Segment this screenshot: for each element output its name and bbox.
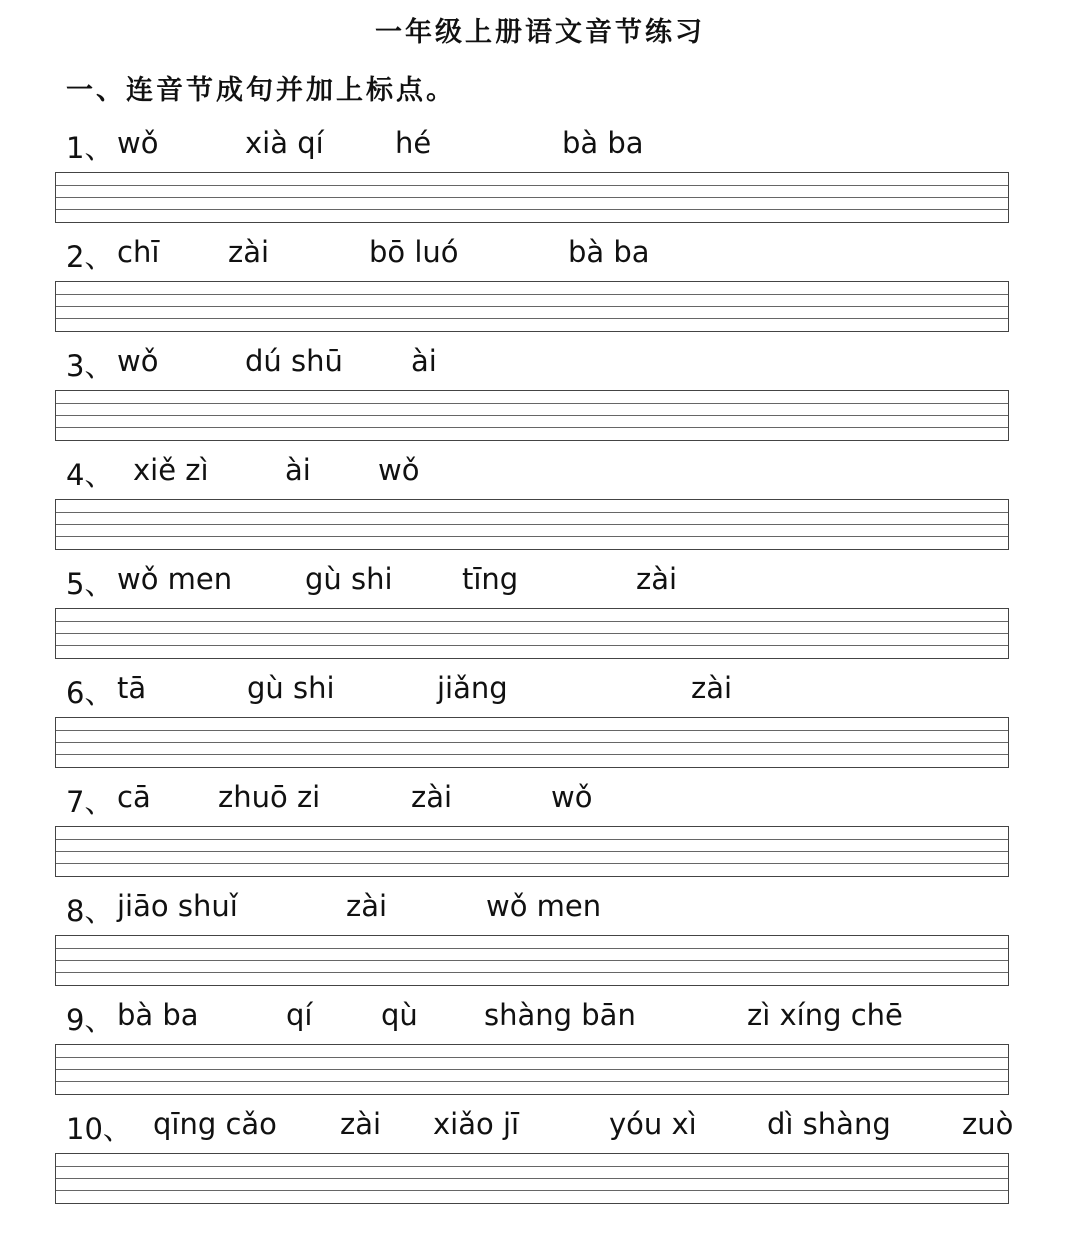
pinyin-word: zài: [691, 671, 733, 705]
grid-line: [56, 306, 1008, 307]
item-number: 7、: [66, 785, 114, 819]
item-number: 8、: [66, 894, 114, 928]
writing-grid[interactable]: [55, 826, 1009, 877]
writing-grid[interactable]: [55, 1044, 1009, 1095]
item-number: 5、: [66, 567, 114, 601]
pinyin-word: dì shàng: [767, 1107, 891, 1141]
pinyin-word: qù: [381, 998, 418, 1032]
writing-grid[interactable]: [55, 390, 1009, 441]
pinyin-word: zuò: [962, 1107, 1014, 1141]
grid-line: [56, 294, 1008, 295]
grid-line: [56, 633, 1008, 634]
pinyin-word: zhuō zi: [218, 780, 321, 814]
grid-line: [56, 427, 1008, 428]
pinyin-word: ài: [285, 453, 311, 487]
item-number: 1、: [66, 131, 114, 165]
pinyin-word: qí: [286, 998, 313, 1032]
section-heading: 一、连音节成句并加上标点。: [66, 75, 456, 106]
pinyin-word: wǒ men: [486, 889, 602, 923]
grid-line: [56, 415, 1008, 416]
grid-line: [56, 197, 1008, 198]
item-number: 2、: [66, 240, 114, 274]
grid-line: [56, 524, 1008, 525]
pinyin-word: jiāo shuǐ: [117, 889, 238, 923]
grid-line: [56, 742, 1008, 743]
grid-line: [56, 185, 1008, 186]
pinyin-word: zài: [411, 780, 453, 814]
grid-line: [56, 1166, 1008, 1167]
pinyin-word: hé: [395, 126, 432, 160]
exercise-item: [0, 889, 1080, 998]
pinyin-word: tā: [117, 671, 147, 705]
grid-line: [56, 1178, 1008, 1179]
pinyin-word: zài: [346, 889, 388, 923]
item-number: 9、: [66, 1003, 114, 1037]
pinyin-word: shàng bān: [484, 998, 636, 1032]
grid-line: [56, 318, 1008, 319]
exercise-item: [0, 126, 1080, 235]
item-number: 4、: [66, 458, 114, 492]
pinyin-word: gù shi: [305, 562, 393, 596]
pinyin-word: wǒ: [551, 780, 593, 814]
item-number: 6、: [66, 676, 114, 710]
writing-grid[interactable]: [55, 935, 1009, 986]
pinyin-word: tīng: [462, 562, 519, 596]
pinyin-word: chī: [117, 235, 160, 269]
grid-line: [56, 645, 1008, 646]
pinyin-word: xiě zì: [133, 453, 209, 487]
exercise-item: [0, 1107, 1080, 1216]
grid-line: [56, 839, 1008, 840]
pinyin-word: zì xíng chē: [747, 998, 903, 1032]
pinyin-word: bà ba: [568, 235, 650, 269]
pinyin-word: zài: [228, 235, 270, 269]
pinyin-word: wǒ: [117, 126, 159, 160]
pinyin-word: ài: [411, 344, 437, 378]
writing-grid[interactable]: [55, 281, 1009, 332]
writing-grid[interactable]: [55, 717, 1009, 768]
grid-line: [56, 948, 1008, 949]
grid-line: [56, 1190, 1008, 1191]
grid-line: [56, 1081, 1008, 1082]
grid-line: [56, 730, 1008, 731]
grid-line: [56, 512, 1008, 513]
writing-grid[interactable]: [55, 1153, 1009, 1204]
grid-line: [56, 754, 1008, 755]
pinyin-word: dú shū: [245, 344, 343, 378]
pinyin-word: zài: [636, 562, 678, 596]
pinyin-word: wǒ men: [117, 562, 233, 596]
grid-line: [56, 1069, 1008, 1070]
pinyin-word: qīng cǎo: [153, 1107, 277, 1141]
pinyin-word: cā: [117, 780, 151, 814]
grid-line: [56, 209, 1008, 210]
pinyin-word: wǒ: [378, 453, 420, 487]
grid-line: [56, 536, 1008, 537]
pinyin-word: wǒ: [117, 344, 159, 378]
item-number: 10、: [66, 1112, 132, 1146]
pinyin-word: jiǎng: [437, 671, 508, 705]
grid-line: [56, 960, 1008, 961]
exercise-item: [0, 780, 1080, 889]
pinyin-word: xià qí: [245, 126, 324, 160]
pinyin-word: bà ba: [562, 126, 644, 160]
pinyin-word: bō luó: [369, 235, 459, 269]
exercise-item: [0, 671, 1080, 780]
writing-grid[interactable]: [55, 172, 1009, 223]
writing-grid[interactable]: [55, 608, 1009, 659]
exercise-item: [0, 998, 1080, 1107]
worksheet-title: 一年级上册语文音节练习: [375, 17, 705, 48]
grid-line: [56, 1057, 1008, 1058]
pinyin-word: yóu xì: [609, 1107, 697, 1141]
exercise-item: [0, 344, 1080, 453]
grid-line: [56, 403, 1008, 404]
pinyin-word: zài: [340, 1107, 382, 1141]
exercise-item: [0, 562, 1080, 671]
pinyin-word: gù shi: [247, 671, 335, 705]
exercise-item: [0, 453, 1080, 562]
exercise-item: [0, 235, 1080, 344]
grid-line: [56, 851, 1008, 852]
item-number: 3、: [66, 349, 114, 383]
pinyin-word: bà ba: [117, 998, 199, 1032]
grid-line: [56, 972, 1008, 973]
writing-grid[interactable]: [55, 499, 1009, 550]
grid-line: [56, 863, 1008, 864]
grid-line: [56, 621, 1008, 622]
pinyin-word: xiǎo jī: [433, 1107, 520, 1141]
